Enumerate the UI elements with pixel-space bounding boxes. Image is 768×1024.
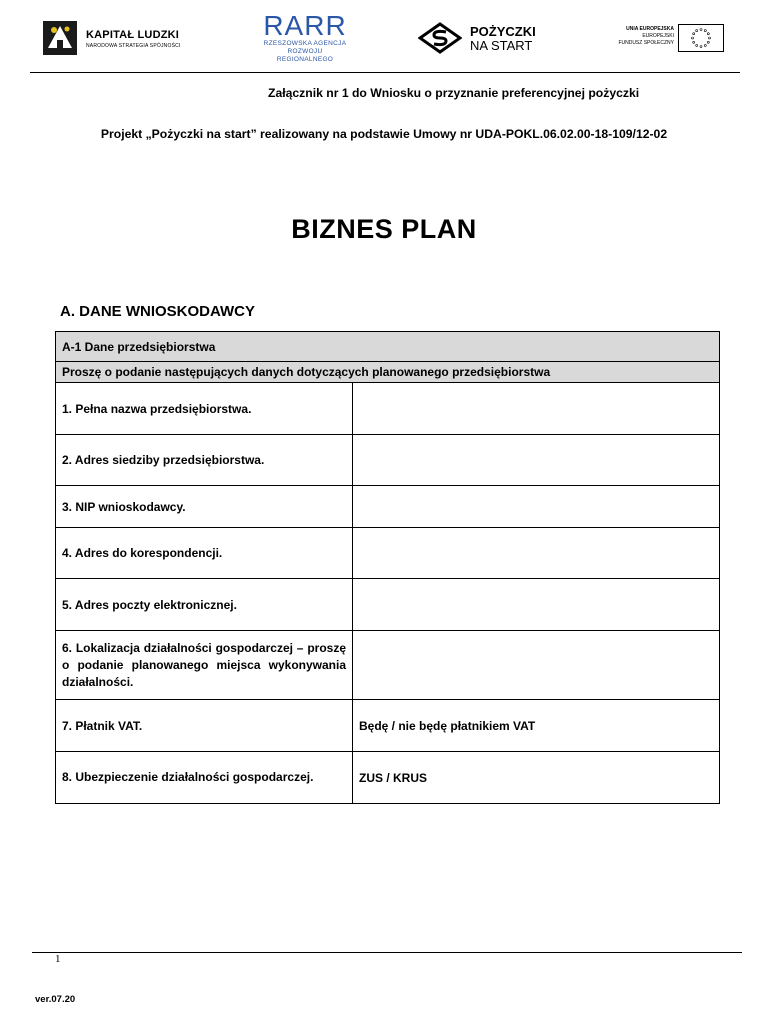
eu-logo bbox=[614, 24, 740, 54]
pozyczki-name: POŻYCZKI bbox=[470, 24, 536, 39]
rarr-subtitle-line-2: ROZWOJU REGIONALNEGO bbox=[276, 48, 334, 63]
kapital-ludzki-name: KAPITAŁ LUDZKI bbox=[86, 29, 180, 41]
header-divider bbox=[30, 72, 740, 73]
field-label-email: 5. Adres poczty elektronicznej. bbox=[56, 579, 353, 631]
kapital-ludzki-subtitle: NARODOWA STRATEGIA SPÓJNOŚCI bbox=[86, 43, 181, 49]
header-logos bbox=[30, 8, 740, 70]
table-instruction-row bbox=[56, 362, 720, 383]
field-label-correspondence-address: 4. Adres do korespondencji. bbox=[56, 528, 353, 579]
annex-line: Załącznik nr 1 do Wniosku o przyznanie preferencyjnej pożyczki bbox=[268, 86, 640, 100]
project-line: Projekt „Pożyczki na start” realizowany na podstawie Umowy nr UDA-POKL.06.02.00-18-109/12-02 bbox=[100, 127, 668, 141]
rarr-subtitle-line-1: RZESZOWSKA AGENCJA bbox=[263, 40, 347, 47]
eu-flag-icon bbox=[678, 24, 724, 52]
table-row bbox=[56, 486, 720, 528]
field-value-email[interactable] bbox=[353, 579, 720, 631]
field-value-nip[interactable] bbox=[353, 486, 720, 528]
table-row bbox=[56, 383, 720, 435]
field-label-nip: 3. NIP wnioskodawcy. bbox=[56, 486, 353, 528]
document-title: BIZNES PLAN bbox=[291, 214, 477, 244]
rarr-name: RARR bbox=[263, 10, 347, 41]
eu-text bbox=[614, 26, 674, 47]
company-data-table bbox=[55, 331, 720, 804]
pozyczki-subtitle: NA START bbox=[470, 38, 533, 53]
eu-line-2: EUROPEJSKI bbox=[642, 33, 674, 39]
table-title: A-1 Dane przedsiębiorstwa bbox=[56, 332, 720, 362]
table-row bbox=[56, 631, 720, 700]
table-title-row bbox=[56, 332, 720, 362]
table-row bbox=[56, 700, 720, 752]
page-number: 1 bbox=[55, 953, 61, 965]
field-label-insurance: 8. Ubezpieczenie działalności gospodarczej. bbox=[56, 752, 353, 804]
pozyczki-na-start-logo bbox=[418, 22, 548, 58]
footer-divider bbox=[32, 952, 742, 953]
eu-line-3: FUNDUSZ SPOŁECZNY bbox=[618, 40, 674, 46]
field-value-company-name[interactable] bbox=[353, 383, 720, 435]
table-row bbox=[56, 435, 720, 486]
rarr-logo bbox=[260, 12, 350, 68]
kapital-ludzki-logo bbox=[42, 16, 202, 62]
field-value-vat[interactable]: Będę / nie będę płatnikiem VAT bbox=[353, 700, 720, 752]
table-row bbox=[56, 579, 720, 631]
eu-line-1: UNIA EUROPEJSKA bbox=[626, 26, 674, 32]
field-label-company-address: 2. Adres siedziby przedsiębiorstwa. bbox=[56, 435, 353, 486]
table-instruction: Proszę o podanie następujących danych dotyczących planowanego przedsiębiorstwa bbox=[56, 362, 720, 383]
section-heading: A. DANE WNIOSKODAWCY bbox=[60, 303, 255, 320]
table-row bbox=[56, 528, 720, 579]
field-value-insurance[interactable]: ZUS / KRUS bbox=[353, 752, 720, 804]
field-label-company-name: 1. Pełna nazwa przedsiębiorstwa. bbox=[56, 383, 353, 435]
version-label: ver.07.20 bbox=[35, 994, 76, 1005]
table-row bbox=[56, 752, 720, 804]
kapital-ludzki-mark-icon bbox=[42, 20, 78, 56]
field-value-company-address[interactable] bbox=[353, 435, 720, 486]
pozyczki-diamond-s-icon bbox=[418, 22, 462, 54]
field-label-location: 6. Lokalizacja działalności gospodarczej – proszę o podanie planowanego miejsca wykonywania działalności. bbox=[56, 631, 353, 700]
field-value-location[interactable] bbox=[353, 631, 720, 700]
field-label-vat: 7. Płatnik VAT. bbox=[56, 700, 353, 752]
field-value-correspondence-address[interactable] bbox=[353, 528, 720, 579]
